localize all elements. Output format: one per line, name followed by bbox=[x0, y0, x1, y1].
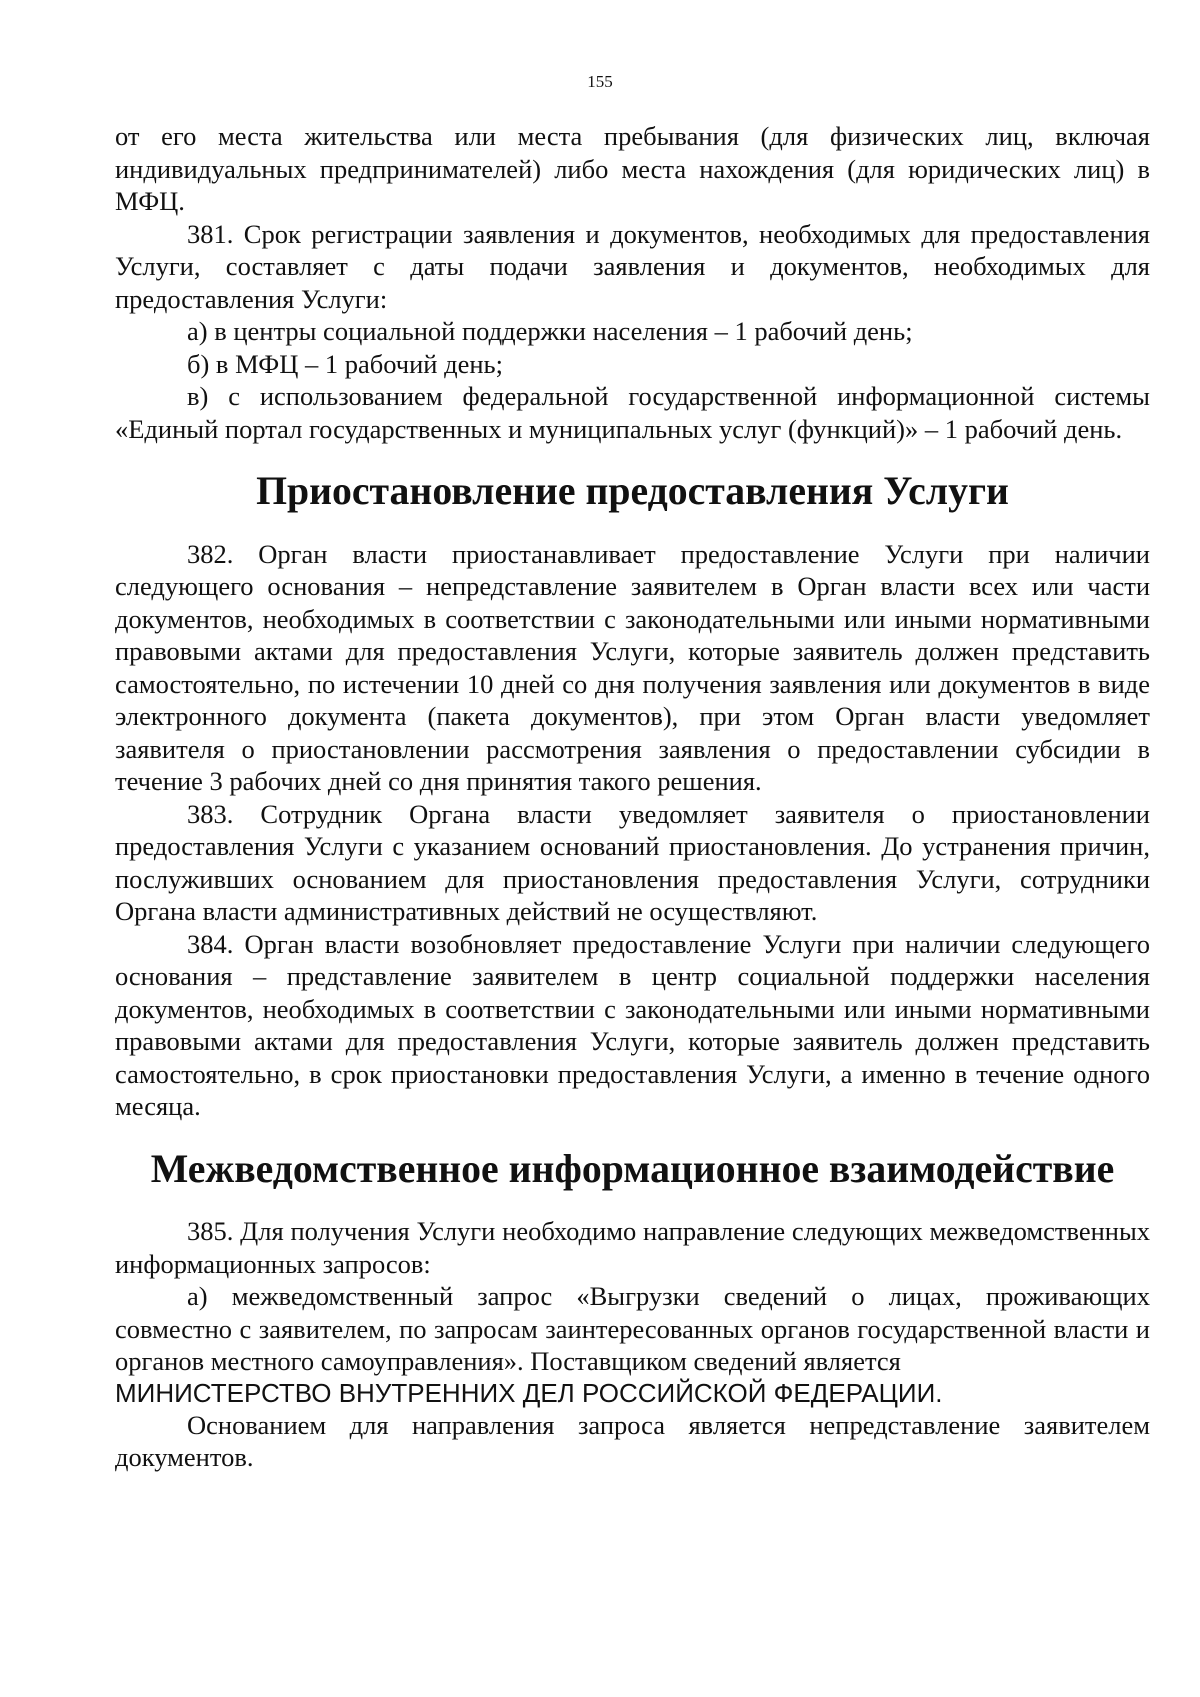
list-item-v: в) с использованием федеральной государственной информационной системы «Единый портал государственных и муниципальных услуг (функций)» – 1 рабочий день. bbox=[115, 381, 1150, 444]
paragraph-385: 385. Для получения Услуги необходимо направление следующих межведомственных информационных запросов: bbox=[115, 1216, 1150, 1279]
paragraph-385-a: а) межведомственный запрос «Выгрузки сведений о лицах, проживающих совместно с заявителем, по запросам заинтересованных органов государственной власти и органов местного самоуправления». Поставщиком сведений является bbox=[115, 1281, 1150, 1376]
paragraph-381: 381. Срок регистрации заявления и документов, необходимых для предоставления Услуги, составляет с даты подачи заявления и документов, необходимых для предоставления Услуги: bbox=[115, 218, 1150, 314]
paragraph-382: 382. Орган власти приостанавливает предоставление Услуги при наличии следующего основания – непредставление заявителем в Орган власти всех или части документов, необходимых в соответствии с законодательными или иными нормативными правовыми актами для предоставления Услуги, которые заявитель должен представить самостоятельно, по истечении 10 дней со дня получения заявления или документов в виде электронного документа (пакета документов), при этом Орган власти уведомляет заявителя о приостановлении рассмотрения заявления о предоставлении субсидии в течение 3 рабочих дней со дня принятия такого решения. bbox=[115, 538, 1150, 796]
paragraph-384: 384. Орган власти возобновляет предоставление Услуги при наличии следующего основания – представление заявителем в центр социальной поддержки населения документов, необходимых в соответствии с законодательными или иными нормативными правовыми актами для предоставления Услуги, которые заявитель должен представить самостоятельно, в срок приостановки предоставления Услуги, а именно в течение одного месяца. bbox=[115, 928, 1150, 1121]
paragraph-basis: Основанием для направления запроса является непредставление заявителем документов. bbox=[115, 1409, 1150, 1472]
agency-name: МИНИСТЕРСТВО ВНУТРЕННИХ ДЕЛ РОССИЙСКОЙ ФЕДЕРАЦИИ. bbox=[115, 1377, 943, 1408]
page-number: 155 bbox=[587, 72, 613, 91]
section-heading-suspension: Приостановление предоставления Услуги bbox=[256, 469, 1009, 513]
list-item-b: б) в МФЦ – 1 рабочий день; bbox=[187, 348, 503, 379]
list-item-a: а) в центры социальной поддержки населения – 1 рабочий день; bbox=[187, 316, 913, 346]
paragraph-383: 383. Сотрудник Органа власти уведомляет заявителя о приостановлении предоставления Услуги с указанием оснований приостановления. До устранения причин, послуживших основанием для приостановления предоставления Услуги, сотрудники Органа власти административных действий не осуществляют. bbox=[115, 798, 1150, 926]
paragraph-continuation: от его места жительства или места пребывания (для физических лиц, включая индивидуальных предпринимателей) либо места нахождения (для юридических лиц) в МФЦ. bbox=[115, 121, 1150, 216]
section-heading-interagency: Межведомственное информационное взаимодействие bbox=[150, 1146, 1115, 1191]
document-body bbox=[115, 120, 1150, 1474]
